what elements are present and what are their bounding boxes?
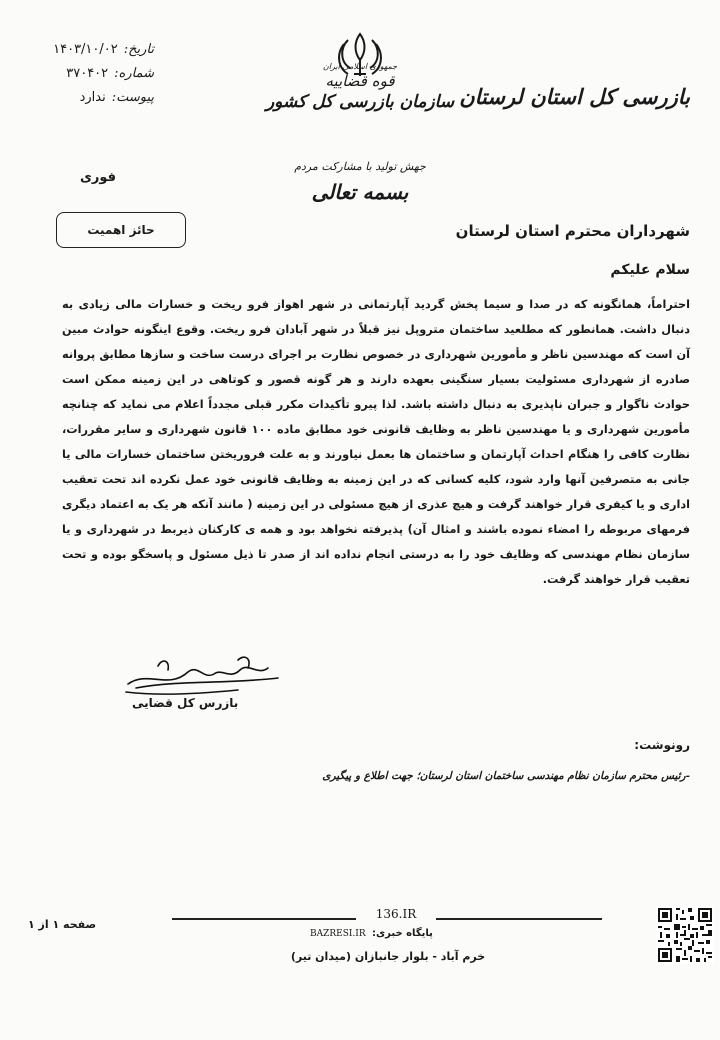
- signer-title: بازرس کل قضایی: [132, 696, 239, 710]
- attachment-row: [14, 86, 154, 110]
- addressee: شهرداران محترم استان لرستان: [455, 222, 690, 240]
- site-code: 136.IR: [356, 907, 436, 921]
- judiciary-text: قوه قضاییه: [325, 72, 395, 90]
- urgent-label: فوری: [80, 170, 117, 185]
- attachment-label: پیوست:: [111, 90, 154, 105]
- in-name-of-god: بسمه تعالی: [311, 180, 409, 204]
- number-label: شماره:: [114, 66, 154, 81]
- cc-label: رونوشت:: [634, 738, 690, 752]
- importance-box: [56, 212, 186, 248]
- organization-name: سازمان بازرسی کل کشور: [265, 92, 455, 112]
- cc-recipient: -رئیس محترم سازمان نظام مهندسی ساختمان استان لرستان؛ جهت اطلاع و پیگیری: [322, 770, 690, 782]
- importance-label: حائز اهمیت: [87, 223, 155, 237]
- number-row: [14, 62, 154, 86]
- qr-code-icon: [656, 906, 714, 964]
- news-site-url: BAZRESI.IR: [310, 929, 366, 939]
- year-motto: جهش تولید با مشارکت مردم: [294, 160, 426, 173]
- handwritten-signature: [118, 650, 288, 702]
- attachment-value: ندارد: [79, 90, 106, 105]
- news-site-label: پایگاه خبری:: [372, 928, 433, 939]
- office-address: خرم آباد - بلوار جانبازان (میدان تیر): [290, 950, 486, 963]
- greeting: سلام علیکم: [610, 262, 690, 278]
- number-value: ۳۷۰۴۰۲: [66, 66, 109, 81]
- letter-meta: [14, 38, 154, 110]
- letter-body: احتراماً، همانگونه که در صدا و سیما پخش گردید آپارتمانی در شهر اهواز فرو ریخت و خسارات مالی زیادی به دنبال داشت. همانطور که مطلعید ساختمان متروپل نیز قبلاً در شهر آبادان فرو ریخت. وقوع اینگونه حوادث مبین آن است که مهندسین ناظر و مأمورین شهرداری در خصوص نظارت بر اجرای درست ساخت و سازها مطابق پروانه صادره از شهرداری مسئولیت بسیار سنگینی بعهده دارند و هر گونه قصور و کوتاهی در این زمینه ممکن است حوادث ناگوار و جبران ناپذیری به دنبال داشته باشد. لذا پیرو تأکیدات مکرر قبلی مجدداً اعلام می نماید که چنانچه مأمورین شهرداری و یا مهندسین ناظر به وظایف قانونی خود مطابق ماده ۱۰۰ قانون شهرداری و سایر مقررات، نظارت کافی را هنگام احداث آپارتمان و ساختمان ها بعمل نیاورند و به علت فروریختن ساختمان خسارات مالی یا جانی به متصرفین آنها وارد شود، کلیه کسانی که در این زمینه به وظایف قانونی خود عمل نکرده اند تحت تعقیب اداری و یا کیفری قرار خواهند گرفت و هیچ عذری از هیچ مسئولی در این زمینه ( مانند آنکه هر یک به اعتماد دیگری فرمهای مربوطه را امضاء نموده باشند و امثال آن) پذیرفته نخواهد بود و همه ی کارکنان ذیربط در شهرداری و یا سازمان نظام مهندسی که وظایف خود را به درستی انجام نداده اند از صدر تا ذیل مسئول و پاسخگو بوده و تحت تعقیب قرار خواهند گرفت.: [62, 298, 690, 586]
- date-row: [14, 38, 154, 62]
- page-number: صفحه ۱ از ۱: [28, 918, 97, 931]
- date-value: ۱۴۰۳/۱۰/۰۲: [53, 42, 118, 57]
- republic-text: جمهوری اسلامی ایران: [322, 62, 398, 71]
- date-label: تاریخ:: [123, 42, 154, 57]
- office-heading: بازرسی کل استان لرستان: [459, 84, 690, 109]
